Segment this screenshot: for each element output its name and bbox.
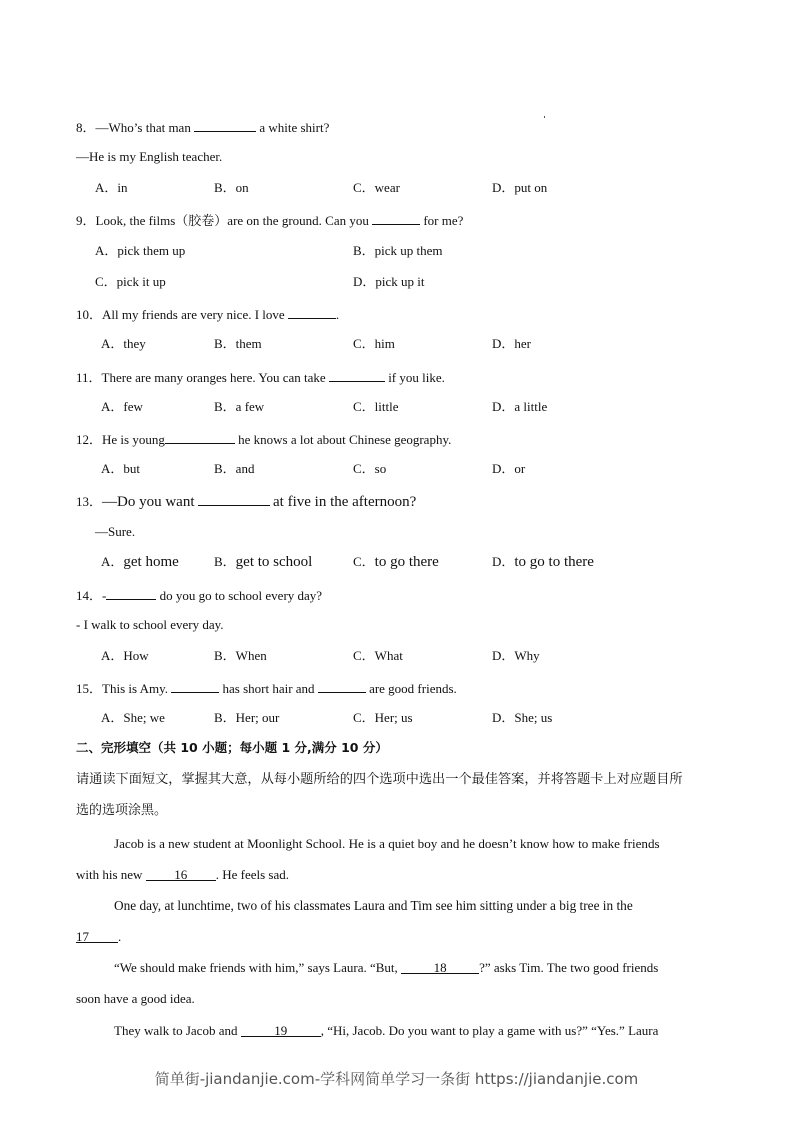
- option-d[interactable]: D．her: [492, 336, 531, 351]
- passage-text: They walk to Jacob and: [114, 1023, 238, 1038]
- question-13-reply: —Sure.: [95, 524, 136, 539]
- option-d[interactable]: D．put on: [492, 180, 548, 195]
- passage-text: . He feels sad.: [215, 867, 289, 882]
- passage-line: [114, 961, 658, 974]
- question-10: [76, 306, 339, 321]
- option-c[interactable]: C．pick it up: [95, 274, 166, 289]
- question-number: 14．: [76, 588, 103, 603]
- question-text: at five in the afternoon?: [273, 494, 417, 510]
- question-text: There are many oranges here. You can take: [101, 370, 326, 385]
- question-text: .: [335, 307, 340, 322]
- option-text: to go there: [374, 554, 439, 570]
- cloze-blank-18[interactable]: 18: [401, 961, 479, 974]
- option-c[interactable]: C．What: [353, 648, 403, 663]
- option-a[interactable]: A．How: [101, 648, 149, 663]
- question-8-reply: —He is my English teacher.: [76, 149, 223, 164]
- passage-text: ?” asks Tim. The two good friends: [479, 960, 659, 975]
- question-text: are good friends.: [369, 681, 457, 696]
- instructions-line-1: 请通读下面短文，掌握其大意，从每小题所给的四个选项中选出一个最佳答案，并将答题卡上对应题目所: [76, 772, 683, 787]
- section-heading: 二、完形填空（共 10 小题；每小题 1 分,满分 10 分）: [76, 740, 388, 755]
- question-text: Look, the films（胶卷）are on the ground. Can you: [95, 213, 369, 228]
- passage-line: Jacob is a new student at Moonlight School. He is a quiet boy and he doesn’t know how to make friends: [114, 836, 660, 851]
- answer-blank[interactable]: [288, 306, 336, 319]
- question-text: All my friends are very nice. I love: [102, 307, 285, 322]
- option-d[interactable]: [492, 555, 594, 570]
- answer-blank[interactable]: [198, 493, 270, 506]
- passage-text: with his new: [76, 867, 143, 882]
- option-d[interactable]: D．She; us: [492, 710, 553, 725]
- option-c[interactable]: C．wear: [353, 180, 400, 195]
- answer-blank[interactable]: [171, 680, 219, 693]
- passage-line: One day, at lunchtime, two of his classmates Laura and Tim see him sitting under a big tree in the: [114, 898, 633, 913]
- answer-blank[interactable]: [372, 212, 420, 225]
- option-b[interactable]: B．them: [214, 336, 262, 351]
- question-11: [76, 369, 445, 384]
- question-number: 15．: [76, 681, 103, 696]
- passage-line: [76, 930, 121, 943]
- option-c[interactable]: [353, 555, 439, 570]
- question-text: if you like.: [388, 370, 445, 385]
- question-number: 13．: [76, 494, 103, 509]
- option-b[interactable]: [214, 555, 312, 570]
- instructions-line-2: 选的选项涂黑。: [76, 803, 168, 818]
- question-text: -: [102, 588, 107, 603]
- option-b[interactable]: B．on: [214, 180, 249, 195]
- question-text: a white shirt?: [259, 120, 330, 135]
- option-text: to go to there: [514, 554, 594, 570]
- page-footer: 简单街-jiandanjie.com-学科网简单学习一条街 https://jiandanjie.com: [154, 1070, 639, 1088]
- cloze-blank-19[interactable]: 19: [241, 1024, 321, 1037]
- option-b[interactable]: B．When: [214, 648, 267, 663]
- option-c[interactable]: C．him: [353, 336, 395, 351]
- answer-blank[interactable]: [165, 431, 235, 444]
- question-text: —Who’s that man: [95, 120, 191, 135]
- option-d[interactable]: D．pick up it: [353, 274, 425, 289]
- answer-blank[interactable]: [329, 369, 385, 382]
- question-text: —Do you want: [102, 494, 195, 510]
- answer-blank[interactable]: [106, 587, 156, 600]
- cloze-blank-16[interactable]: 16: [146, 868, 216, 881]
- question-15: [76, 680, 457, 695]
- option-c[interactable]: C．so: [353, 461, 387, 476]
- question-number: 12．: [76, 432, 103, 447]
- question-13: [76, 493, 416, 510]
- answer-blank[interactable]: [318, 680, 366, 693]
- question-text: he knows a lot about Chinese geography.: [238, 432, 452, 447]
- question-number: 11．: [76, 370, 102, 385]
- passage-text: , “Hi, Jacob. Do you want to play a game with us?” “Yes.” Laura: [320, 1023, 659, 1038]
- option-letter: D．: [492, 554, 515, 569]
- question-8: [76, 119, 329, 134]
- option-letter: C．: [353, 554, 375, 569]
- option-d[interactable]: D．a little: [492, 399, 548, 414]
- question-9: [76, 212, 463, 227]
- cloze-blank-17[interactable]: 17: [76, 930, 118, 943]
- option-b[interactable]: B．a few: [214, 399, 265, 414]
- option-text: get home: [123, 554, 179, 570]
- question-12: [76, 431, 451, 446]
- option-a[interactable]: A．pick them up: [95, 243, 186, 258]
- question-number: 10．: [76, 307, 103, 322]
- option-a[interactable]: A．in: [95, 180, 128, 195]
- question-text: do you go to school every day?: [159, 588, 323, 603]
- option-b[interactable]: B．and: [214, 461, 255, 476]
- stray-mark: [544, 116, 545, 118]
- option-a[interactable]: A．they: [101, 336, 146, 351]
- option-d[interactable]: D．or: [492, 461, 526, 476]
- option-c[interactable]: C．little: [353, 399, 399, 414]
- passage-line: [76, 868, 289, 881]
- passage-line: [114, 1024, 658, 1037]
- option-letter: A．: [101, 554, 124, 569]
- option-a[interactable]: A．She; we: [101, 710, 165, 725]
- option-text: get to school: [235, 554, 313, 570]
- question-text: for me?: [423, 213, 464, 228]
- question-text: has short hair and: [222, 681, 315, 696]
- passage-text: .: [118, 929, 122, 944]
- question-text: This is Amy.: [102, 681, 168, 696]
- question-14-reply: - I walk to school every day.: [76, 617, 224, 632]
- question-number: 8．: [76, 120, 96, 135]
- question-number: 9．: [76, 213, 96, 228]
- question-14: [76, 587, 322, 602]
- option-a[interactable]: A．but: [101, 461, 141, 476]
- answer-blank[interactable]: [194, 119, 256, 132]
- option-c[interactable]: C．Her; us: [353, 710, 413, 725]
- passage-line: soon have a good idea.: [76, 991, 195, 1006]
- option-a[interactable]: [101, 555, 179, 570]
- option-letter: B．: [214, 554, 236, 569]
- passage-text: “We should make friends with him,” says Laura. “But,: [114, 960, 398, 975]
- option-a[interactable]: A．few: [101, 399, 143, 414]
- option-b[interactable]: B．Her; our: [214, 710, 280, 725]
- option-b[interactable]: B．pick up them: [353, 243, 443, 258]
- question-text: He is young: [102, 432, 165, 447]
- option-d[interactable]: D．Why: [492, 648, 540, 663]
